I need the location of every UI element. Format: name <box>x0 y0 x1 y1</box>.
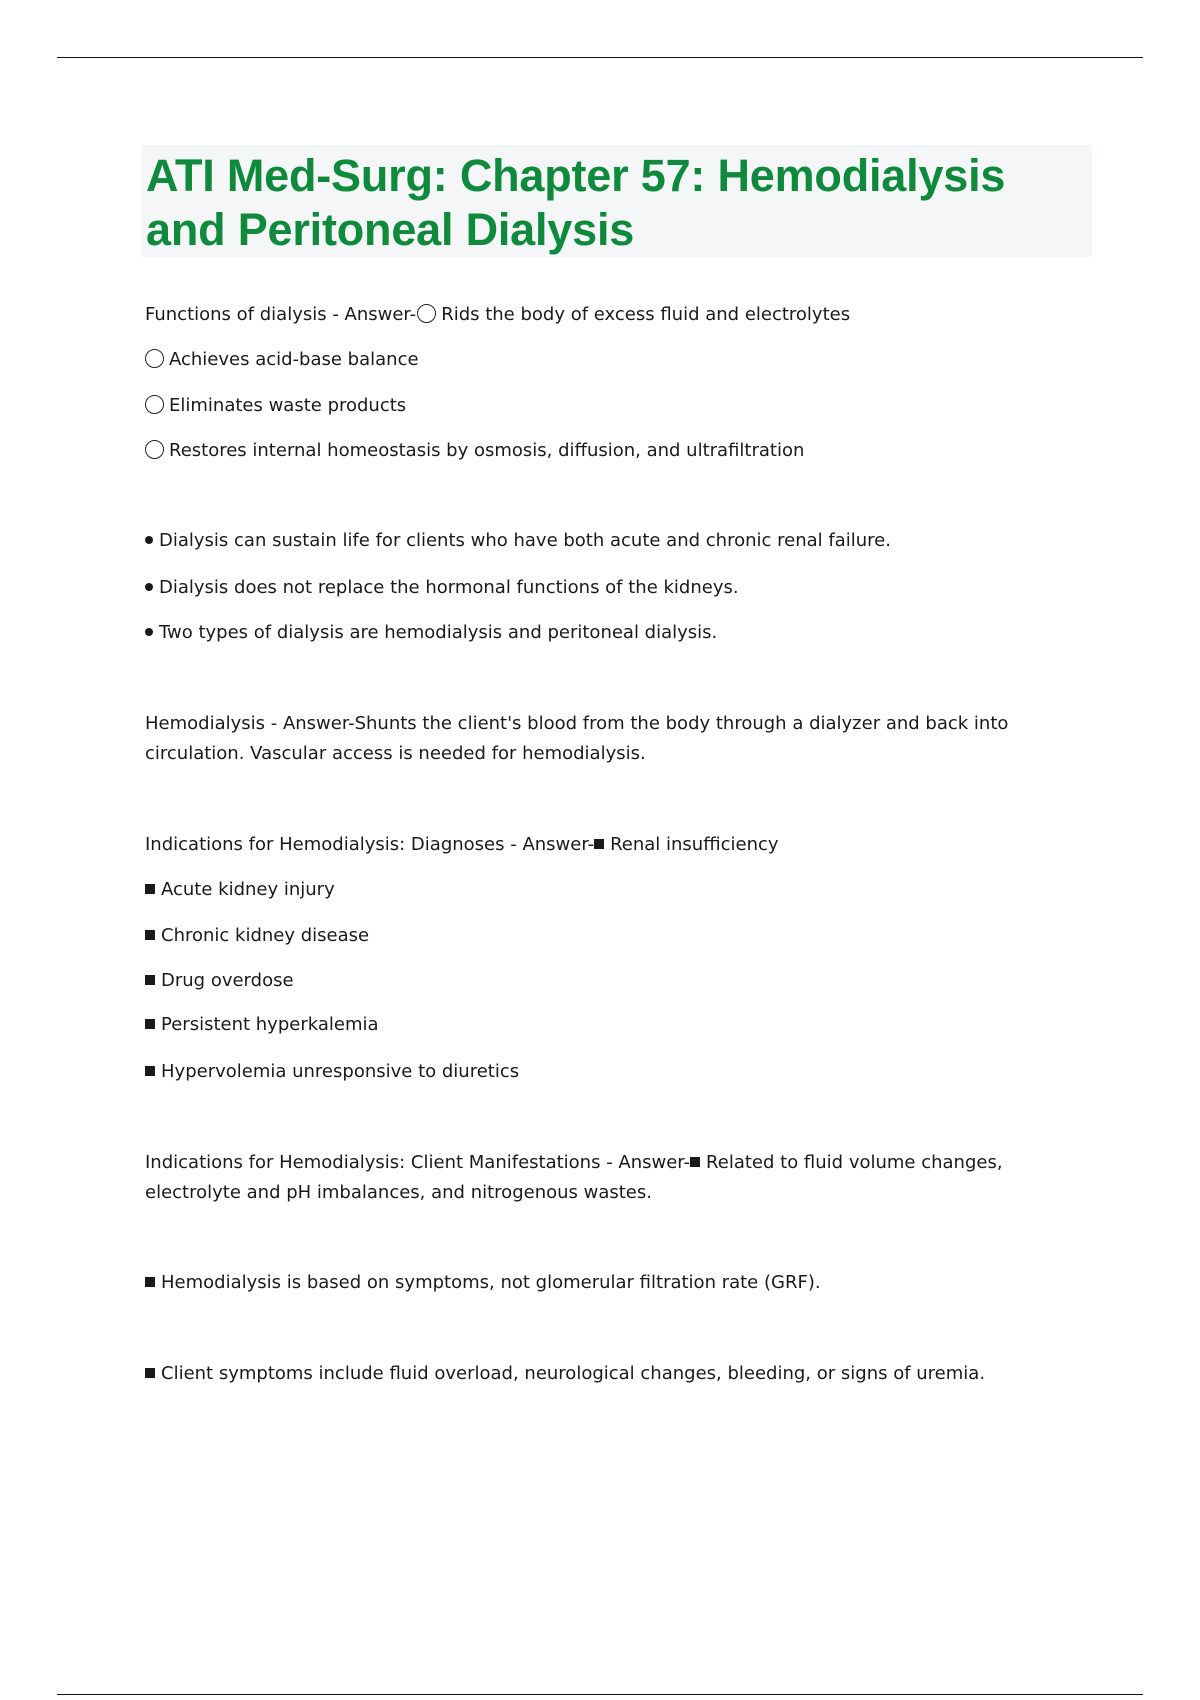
square-bullet-icon <box>145 884 155 894</box>
diagnoses-item-5: Persistent hyperkalemia <box>161 1014 379 1035</box>
dot-bullet-icon <box>145 628 153 636</box>
functions-item-4: Restores internal homeostasis by osmosis, diffusion, and ultrafiltration <box>169 440 805 461</box>
footer-rule <box>57 1694 1143 1695</box>
functions-item-1: Rids the body of excess fluid and electrolytes <box>441 304 851 325</box>
diagnoses-item-2: Acute kidney injury <box>161 879 335 900</box>
list-item <box>145 618 717 648</box>
manifestations-note-1: Hemodialysis is based on symptoms, not glomerular filtration rate (GRF). <box>161 1272 821 1293</box>
list-item <box>145 391 406 421</box>
list-item <box>145 921 369 951</box>
list-item <box>145 345 419 375</box>
list-item <box>145 1268 821 1298</box>
diagnoses-item-3: Chronic kidney disease <box>161 925 370 946</box>
functions-bullet-2: Dialysis does not replace the hormonal functions of the kidneys. <box>159 577 739 598</box>
dot-bullet-icon <box>145 536 153 544</box>
list-item <box>145 526 891 556</box>
functions-question <box>145 300 850 330</box>
dot-bullet-icon <box>145 583 153 591</box>
circle-bullet-icon <box>145 349 164 368</box>
list-item <box>145 436 804 466</box>
manifestations-first: Related to fluid volume changes, electrolyte and pH imbalances, and nitrogenous wastes. <box>145 1152 1003 1203</box>
circle-bullet-icon <box>145 440 164 459</box>
functions-item-2: Achieves acid-base balance <box>169 349 419 370</box>
title-line-1: ATI Med-Surg: Chapter 57: Hemodialysis <box>146 150 1006 201</box>
square-bullet-icon <box>594 839 604 849</box>
manifestations-answer <box>145 1148 1025 1208</box>
header-rule <box>57 57 1143 58</box>
hemodialysis-answer: Hemodialysis - Answer-Shunts the client's blood from the body through a dialyzer and back into circulation. Vascular access is needed for hemodialysis. <box>145 713 1009 764</box>
document-title <box>146 149 1088 257</box>
list-item <box>145 875 335 905</box>
list-item <box>145 966 294 996</box>
diagnoses-item-1: Renal insufficiency <box>610 834 779 855</box>
square-bullet-icon <box>145 1019 155 1029</box>
manifestations-prefix: Indications for Hemodialysis: Client Manifestations - Answer- <box>145 1152 691 1173</box>
circle-bullet-icon <box>145 395 164 414</box>
circle-bullet-icon <box>417 304 436 323</box>
square-bullet-icon <box>145 975 155 985</box>
functions-prefix: Functions of dialysis - Answer- <box>145 304 417 325</box>
diagnoses-item-4: Drug overdose <box>161 970 294 991</box>
square-bullet-icon <box>145 1368 155 1378</box>
diagnoses-question <box>145 830 779 860</box>
diagnoses-item-6: Hypervolemia unresponsive to diuretics <box>161 1061 520 1082</box>
square-bullet-icon <box>690 1157 700 1167</box>
list-item <box>145 1057 519 1087</box>
square-bullet-icon <box>145 1066 155 1076</box>
list-item <box>145 1359 985 1389</box>
diagnoses-prefix: Indications for Hemodialysis: Diagnoses - Answer- <box>145 834 595 855</box>
list-item <box>145 573 739 603</box>
manifestations-note-2: Client symptoms include fluid overload, neurological changes, bleeding, or signs of uremia. <box>161 1363 986 1384</box>
functions-item-3: Eliminates waste products <box>169 395 407 416</box>
functions-bullet-3: Two types of dialysis are hemodialysis and peritoneal dialysis. <box>159 622 718 643</box>
list-item <box>145 1010 379 1040</box>
square-bullet-icon <box>145 1277 155 1287</box>
title-block <box>142 145 1092 257</box>
functions-bullet-1: Dialysis can sustain life for clients who have both acute and chronic renal failure. <box>159 530 891 551</box>
square-bullet-icon <box>145 930 155 940</box>
title-line-2: and Peritoneal Dialysis <box>146 204 635 255</box>
